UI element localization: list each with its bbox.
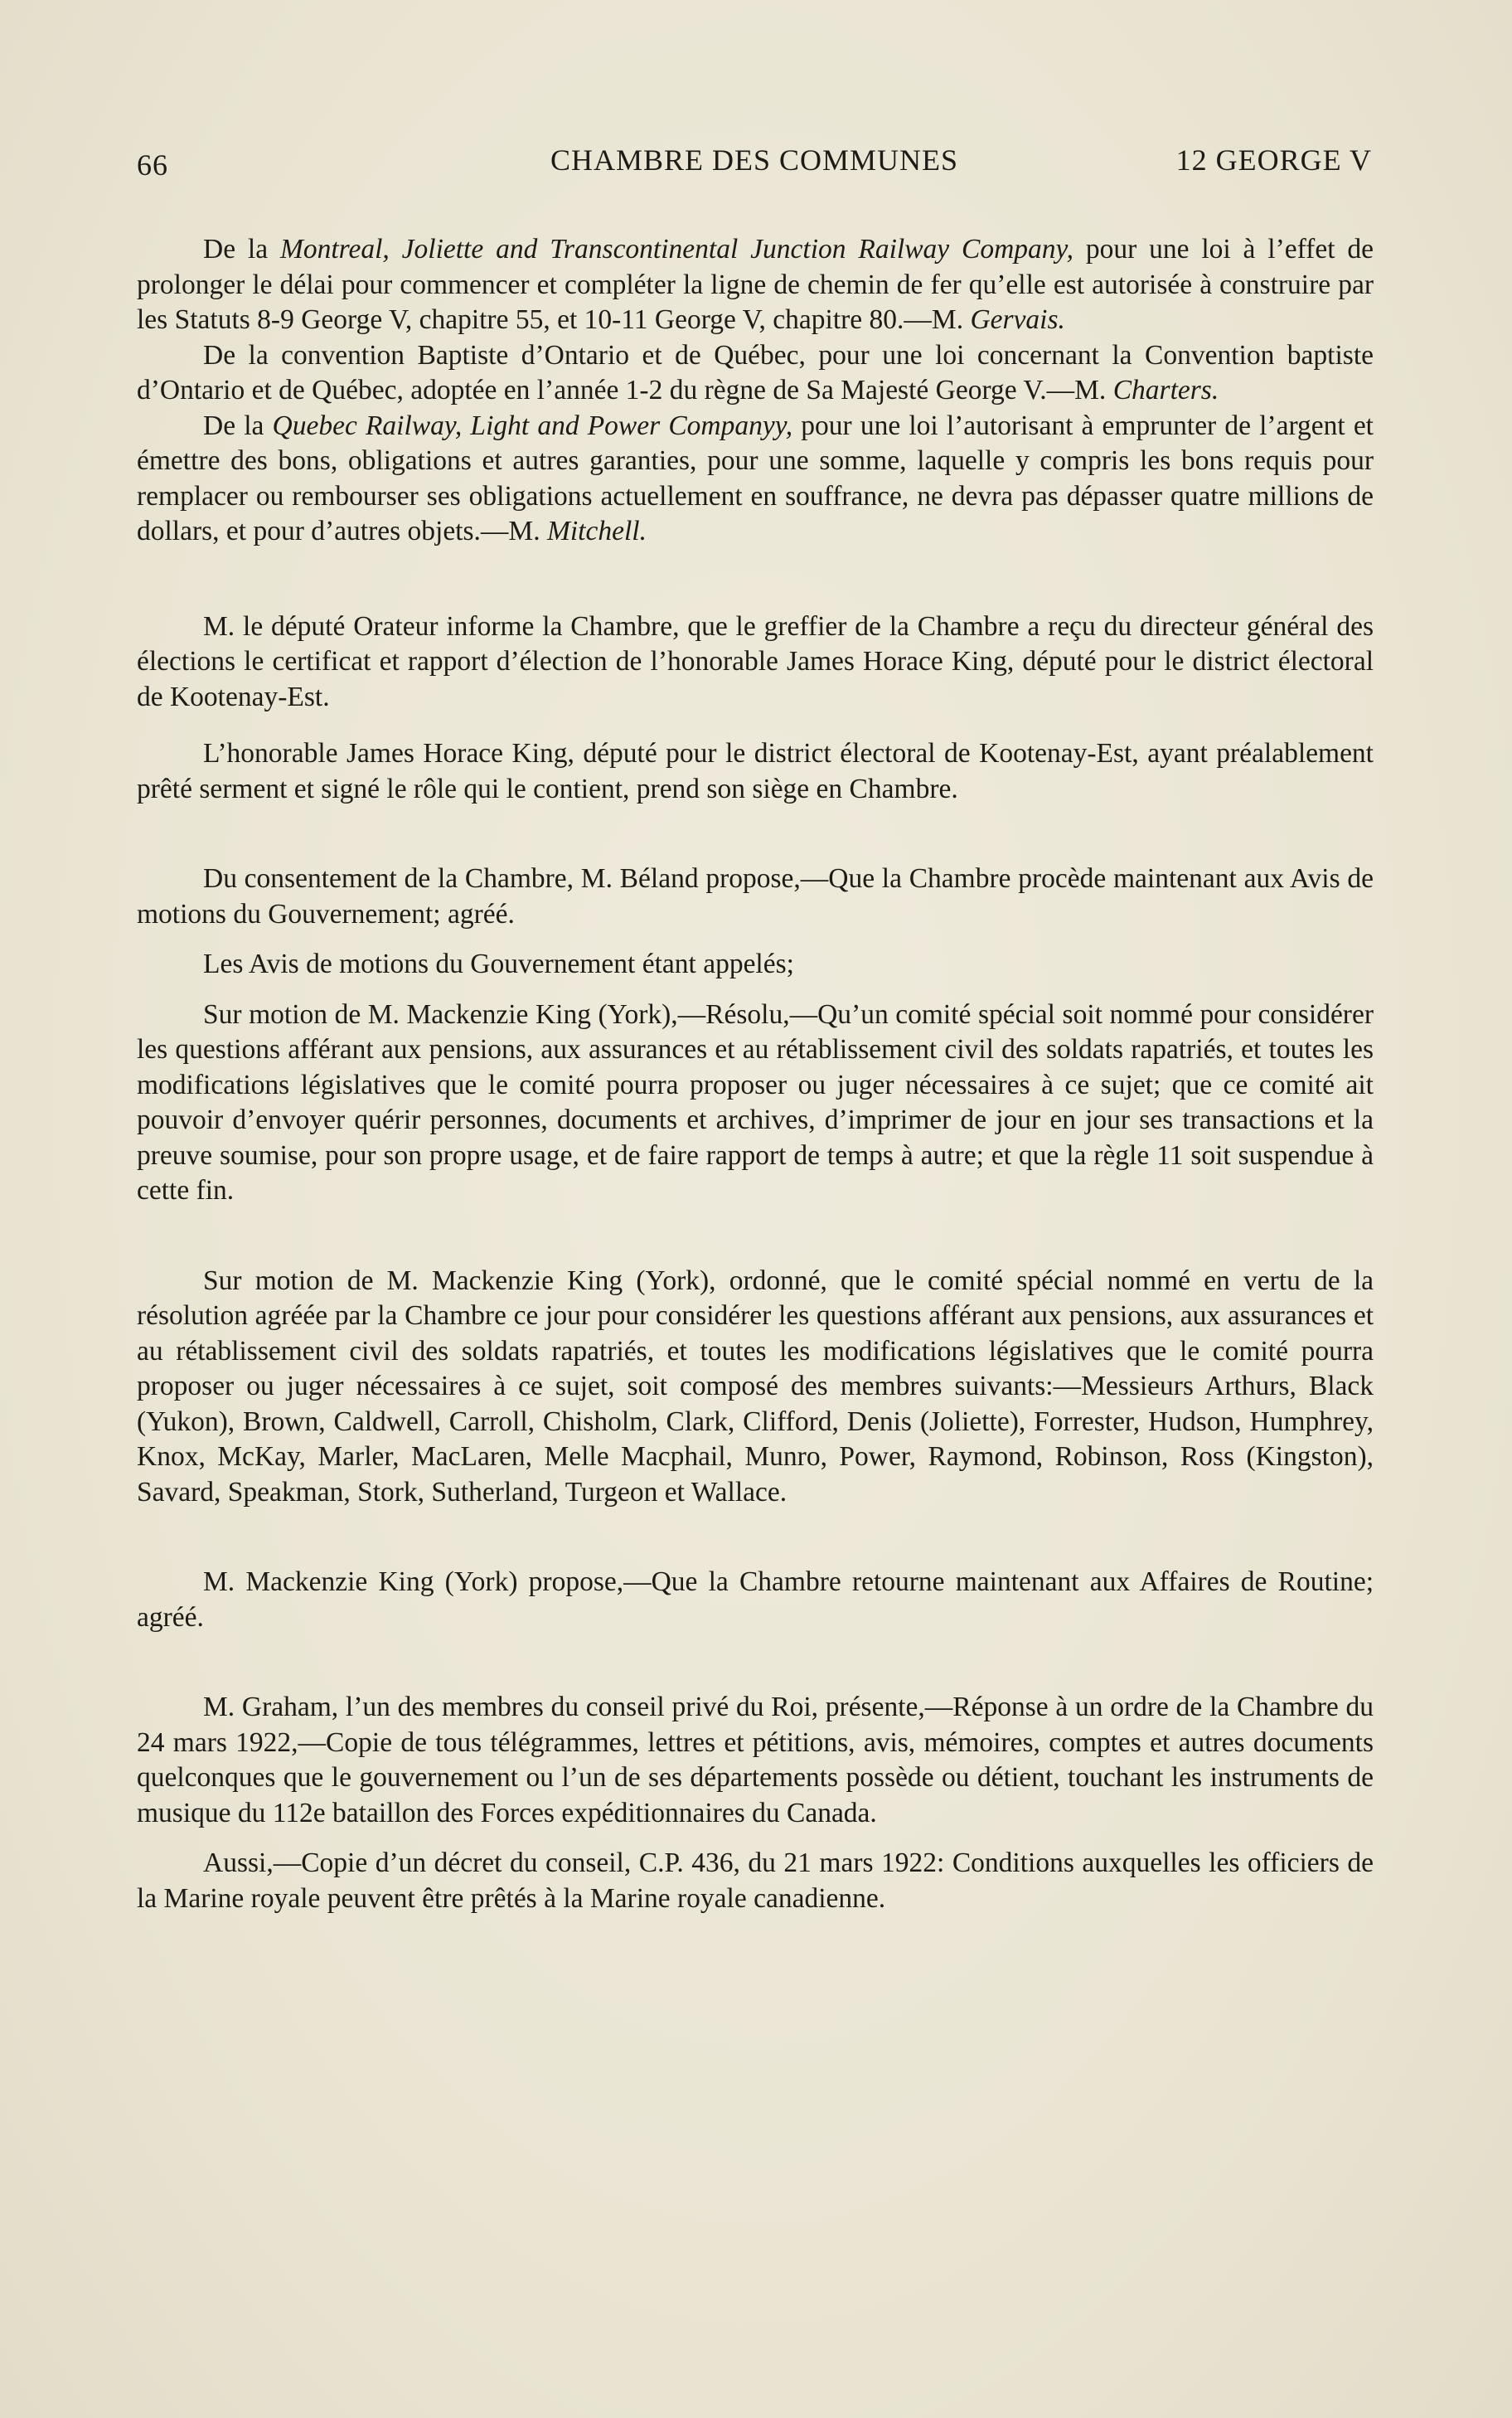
company-name: Quebec Railway, Light and Power Companyy,: [272, 410, 793, 441]
running-head-reign: 12 GEORGE V: [1175, 143, 1372, 177]
paragraph-routine-business: M. Mackenzie King (York) propose,—Que la Chambre retourne maintenant aux Affaires de Routine; agréé.: [137, 1566, 1374, 1633]
running-head-title: CHAMBRE DES COMMUNES: [550, 143, 959, 177]
paragraph-text: De la convention Baptiste d’Ontario et de Québec, pour une loi concernant la Convention baptiste d’Ontario et de Québec, adoptée en l’année 1-2 du règne de Sa Majesté George V.—M.: [137, 339, 1374, 405]
paragraph-special-committee-resolution: Sur motion de M. Mackenzie King (York),—Résolu,—Qu’un comité spécial soit nommé pour considérer les questions afférant aux pensions, aux assurances et au rétablissement civil des soldats rapatriés, et toutes les modifications législatives que le comité pourra proposer ou juger nécessaires à ce sujet; que ce comité ait pouvoir d’envoyer quérir personnes, documents et archives, d’imprimer de jour en jour ses transactions et la preuve soumise, pour son propre usage, et de faire rapport de temps à autre; et que la règle 11 soit suspendue à cette fin.: [137, 998, 1374, 1206]
running-head: [137, 143, 1372, 184]
paragraph-order-in-council: Aussi,—Copie d’un décret du conseil, C.P. 436, du 21 mars 1922: Conditions auxquelles les officiers de la Marine royale peuvent être prêtés à la Marine royale canadienne.: [137, 1847, 1374, 1914]
paragraph-beland-motion: Du consentement de la Chambre, M. Béland propose,—Que la Chambre procède maintenant aux Avis de motions du Gouvernement; agréé.: [137, 863, 1374, 930]
paragraph-bill-quebec-railway: [137, 409, 1374, 550]
paragraph-election-certificate: M. le député Orateur informe la Chambre, que le greffier de la Chambre a reçu du directeur général des élections le certificat et rapport d’élection de l’honorable James Horace King, député pour le district électoral de Kootenay-Est.: [137, 610, 1374, 712]
paragraph-text: pour une loi à l’effet de prolonger le délai pour commencer et compléter la ligne de chemin de fer qu’elle est autorisée à construire par les Statuts 8-9 George V, chapitre 55, et 10-11 George V, chapitre 80.—M.: [137, 234, 1374, 335]
member-name: Charters.: [1112, 375, 1219, 405]
paragraph-bill-baptist-convention: [137, 338, 1374, 409]
page-number: 66: [137, 148, 168, 182]
company-name: Montreal, Joliette and Transcontinental Junction Railway Company,: [279, 234, 1073, 265]
paragraph-intro: De la: [203, 410, 273, 441]
paragraph-notices-called: Les Avis de motions du Gouvernement étant appelés;: [203, 949, 794, 979]
paragraph-bill-montreal-joliette: [137, 232, 1374, 338]
paragraph-text: pour une loi l’autorisant à emprunter de l’argent et émettre des bons, obligations et autres garanties, pour une somme, laquelle y compris les bons requis pour remplacer ou rembourser ses obligations actuellement en souffrance, ne devra pas dépasser quatre millions de dollars, et pour d’autres objets.—M.: [137, 410, 1374, 546]
member-name: Mitchell.: [546, 516, 647, 546]
member-name: Gervais.: [970, 304, 1065, 335]
page-body: [137, 232, 1374, 1916]
paragraph-committee-members: Sur motion de M. Mackenzie King (York), ordonné, que le comité spécial nommé en vertu de la résolution agréée par la Chambre ce jour pour considérer les questions afférant aux pensions, aux assurances et au rétablissement civil des soldats rapatriés, et toutes les modifications législatives que le comité pourra proposer ou juger nécessaires à ce sujet, soit composé des membres suivants:—Messieurs Arthurs, Black (Yukon), Brown, Caldwell, Carroll, Chisholm, Clark, Clifford, Denis (Joliette), Forrester, Hudson, Humphrey, Knox, McKay, Marler, MacLaren, Melle Macphail, Munro, Power, Raymond, Robinson, Ross (Kingston), Savard, Speakman, Stork, Sutherland, Turgeon et Wallace.: [137, 1265, 1374, 1508]
paragraph-graham-return: M. Graham, l’un des membres du conseil privé du Roi, présente,—Réponse à un ordre de la Chambre du 24 mars 1922,—Copie de tous télégrammes, lettres et pétitions, avis, mémoires, comptes et autres documents quelconques que le gouvernement ou l’un de ses départements possède ou détient, touchant les instruments de musique du 112e bataillon des Forces expéditionnaires du Canada.: [137, 1692, 1374, 1828]
paragraph-oath-taken: L’honorable James Horace King, député pour le district électoral de Kootenay-Est, ayant préalablement prêté serment et signé le rôle qui le contient, prend son siège en Chambre.: [137, 738, 1374, 804]
paragraph-intro: De la: [203, 234, 280, 265]
